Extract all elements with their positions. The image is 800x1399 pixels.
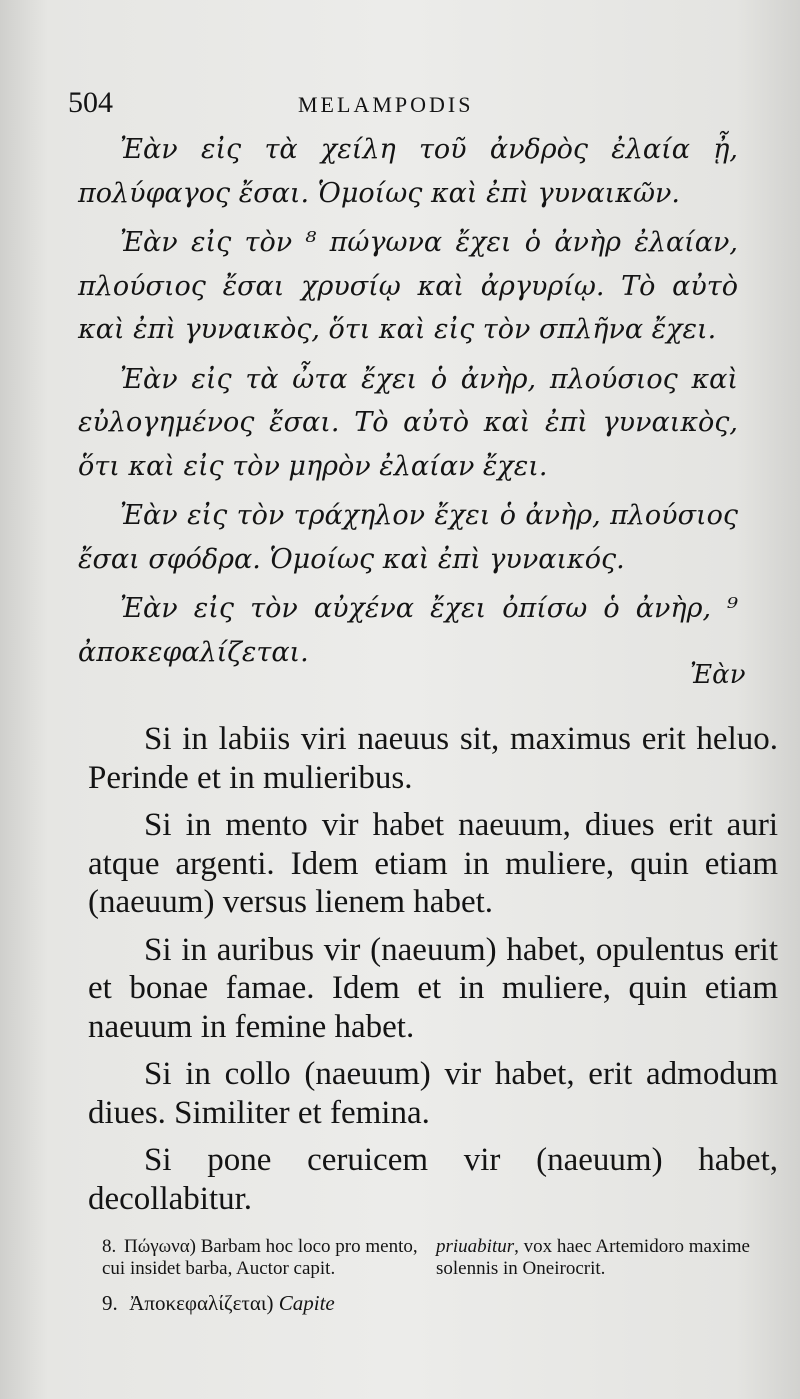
latin-paragraph: Si in mento vir habet naeuum, diues erit auri atque argenti. Idem etiam in muliere, quin etiam (naeuum) versus lienem habet. [88, 807, 778, 920]
footnote-marker: 8. [102, 1236, 117, 1257]
greek-paragraph: Ἐὰν εἰς τὸν τράχηλον ἔχει ὁ ἀνὴρ, πλούσιος ἔσαι σφόδρα. Ὁμοίως καὶ ἐπὶ γυναικός. [78, 500, 738, 575]
footnote-8-text: Πώγωνα) Barbam hoc loco pro mento, cui insidet barba, Auctor capit. [102, 1236, 418, 1279]
footnote-marker: 9. [102, 1291, 118, 1315]
running-title: MELAMPODIS [298, 92, 474, 117]
page-header [68, 86, 758, 122]
latin-text-block [88, 720, 778, 1227]
footnote-8-continuation: , vox haec Artemidoro maxime solennis in Oneirocrit. [436, 1236, 750, 1279]
footnotes [102, 1236, 792, 1314]
greek-text-block [78, 128, 738, 680]
footnote-8-left [102, 1236, 432, 1280]
footnote-9-lemma: Ἀποκεφαλίζεται) [129, 1291, 274, 1315]
latin-paragraph: Si pone ceruicem vir (naeuum) habet, decollabitur. [88, 1142, 778, 1217]
catchword: Ἐὰν [690, 660, 746, 690]
footnote-8 [102, 1236, 792, 1280]
greek-paragraph: Ἐὰν εἰς τὸν αὐχένα ἔχει ὀπίσω ὁ ἀνὴρ, ⁹ ἀποκεφαλίζεται. [78, 593, 738, 668]
footnote-9 [102, 1292, 792, 1314]
greek-paragraph: Ἐὰν εἰς τὰ ὦτα ἔχει ὁ ἀνὴρ, πλούσιος καὶ εὐλογημένος ἔσαι. Τὸ αὐτὸ καὶ ἐπὶ γυναικὸς, ὅτι καὶ εἰς τὸν μηρὸν ἐλαίαν ἔχει. [78, 363, 738, 482]
latin-paragraph: Si in collo (naeuum) vir habet, erit admodum diues. Similiter et femina. [88, 1056, 778, 1131]
page-number: 504 [68, 86, 113, 119]
latin-paragraph: Si in auribus vir (naeuum) habet, opulentus erit et bonae famae. Idem et in muliere, quin etiam naeuum in femine habet. [88, 931, 778, 1045]
footnote-8-lemma: priuabitur [436, 1236, 515, 1257]
footnote-9-text: Capite [278, 1291, 335, 1315]
greek-paragraph: Ἐὰν εἰς τὰ χείλη τοῦ ἀνδρὸς ἐλαία ᾖ, πολύφαγος ἔσαι. Ὁμοίως καὶ ἐπὶ γυναικῶν. [78, 134, 738, 209]
greek-paragraph: Ἐὰν εἰς τὸν ⁸ πώγωνα ἔχει ὁ ἀνὴρ ἐλαίαν, πλούσιος ἔσαι χρυσίῳ καὶ ἀργυρίῳ. Τὸ αὐτὸ καὶ ἐπὶ γυναικὸς, ὅτι καὶ εἰς τὸν σπλῆνα ἔχει. [78, 227, 738, 345]
footnote-8-right [436, 1236, 786, 1280]
latin-paragraph: Si in labiis viri naeuus sit, maximus erit heluo. Perinde et in mulieribus. [88, 721, 778, 796]
